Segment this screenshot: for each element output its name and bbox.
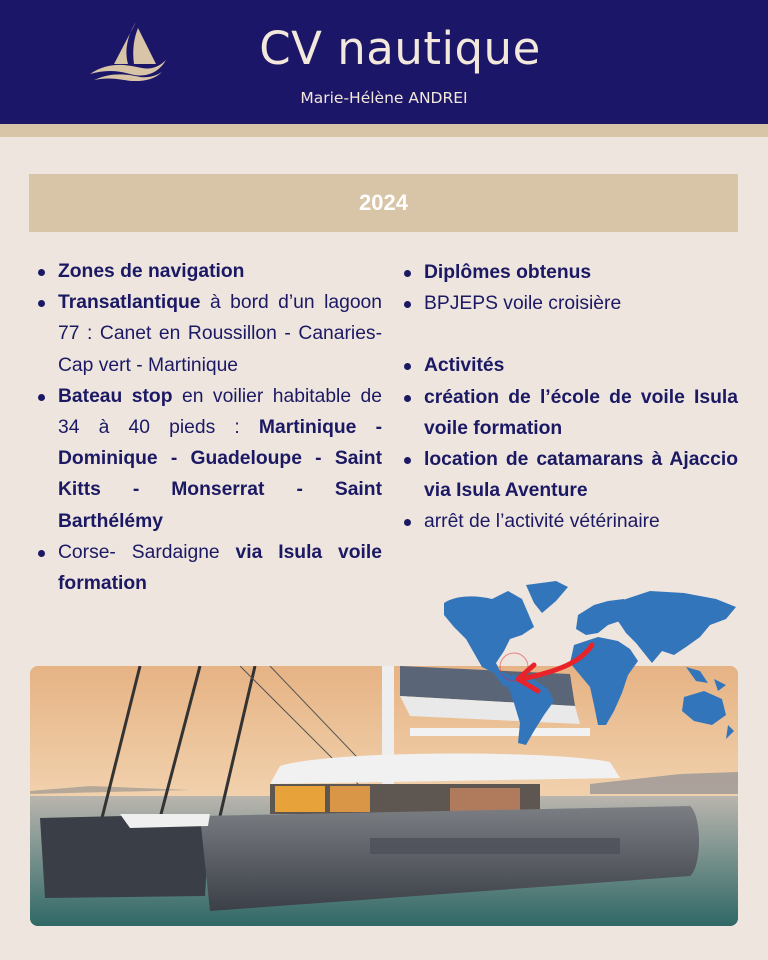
- list-item: location de catamarans à Ajaccio via Isula Aventure: [402, 444, 738, 506]
- header-stripe: [0, 124, 768, 137]
- navigation-zones-list: [36, 256, 382, 599]
- list-item: création de l’école de voile Isula voile formation: [402, 382, 738, 444]
- list-item: BPJEPS voile croisière: [402, 288, 738, 319]
- author-name: Marie-Hélène ANDREI: [300, 89, 468, 107]
- list-item: Bateau stop en voilier habitable de 34 à 40 pieds : Martinique - Dominique - Guadeloupe - Saint Kitts - Monserrat - Saint Barthélémy: [36, 381, 382, 537]
- year-label: 2024: [359, 190, 408, 215]
- list-item: arrêt de l’activité vétérinaire: [402, 506, 738, 537]
- header-banner: [0, 0, 768, 124]
- world-map-icon: [430, 575, 740, 745]
- list-item: Zones de navigation: [36, 256, 382, 287]
- page-title: CV nautique: [259, 22, 541, 75]
- list-item: Diplômes obtenus: [402, 257, 738, 288]
- diplomas-activities-list: [402, 257, 738, 538]
- list-item: Activités: [402, 350, 738, 381]
- list-item: Corse- Sardaigne via Isula voile formation: [36, 537, 382, 599]
- list-item: Transatlantique à bord d’un lagoon 77 : Canet en Roussillon - Canaries- Cap vert - Martinique: [36, 287, 382, 381]
- year-heading: [29, 174, 738, 232]
